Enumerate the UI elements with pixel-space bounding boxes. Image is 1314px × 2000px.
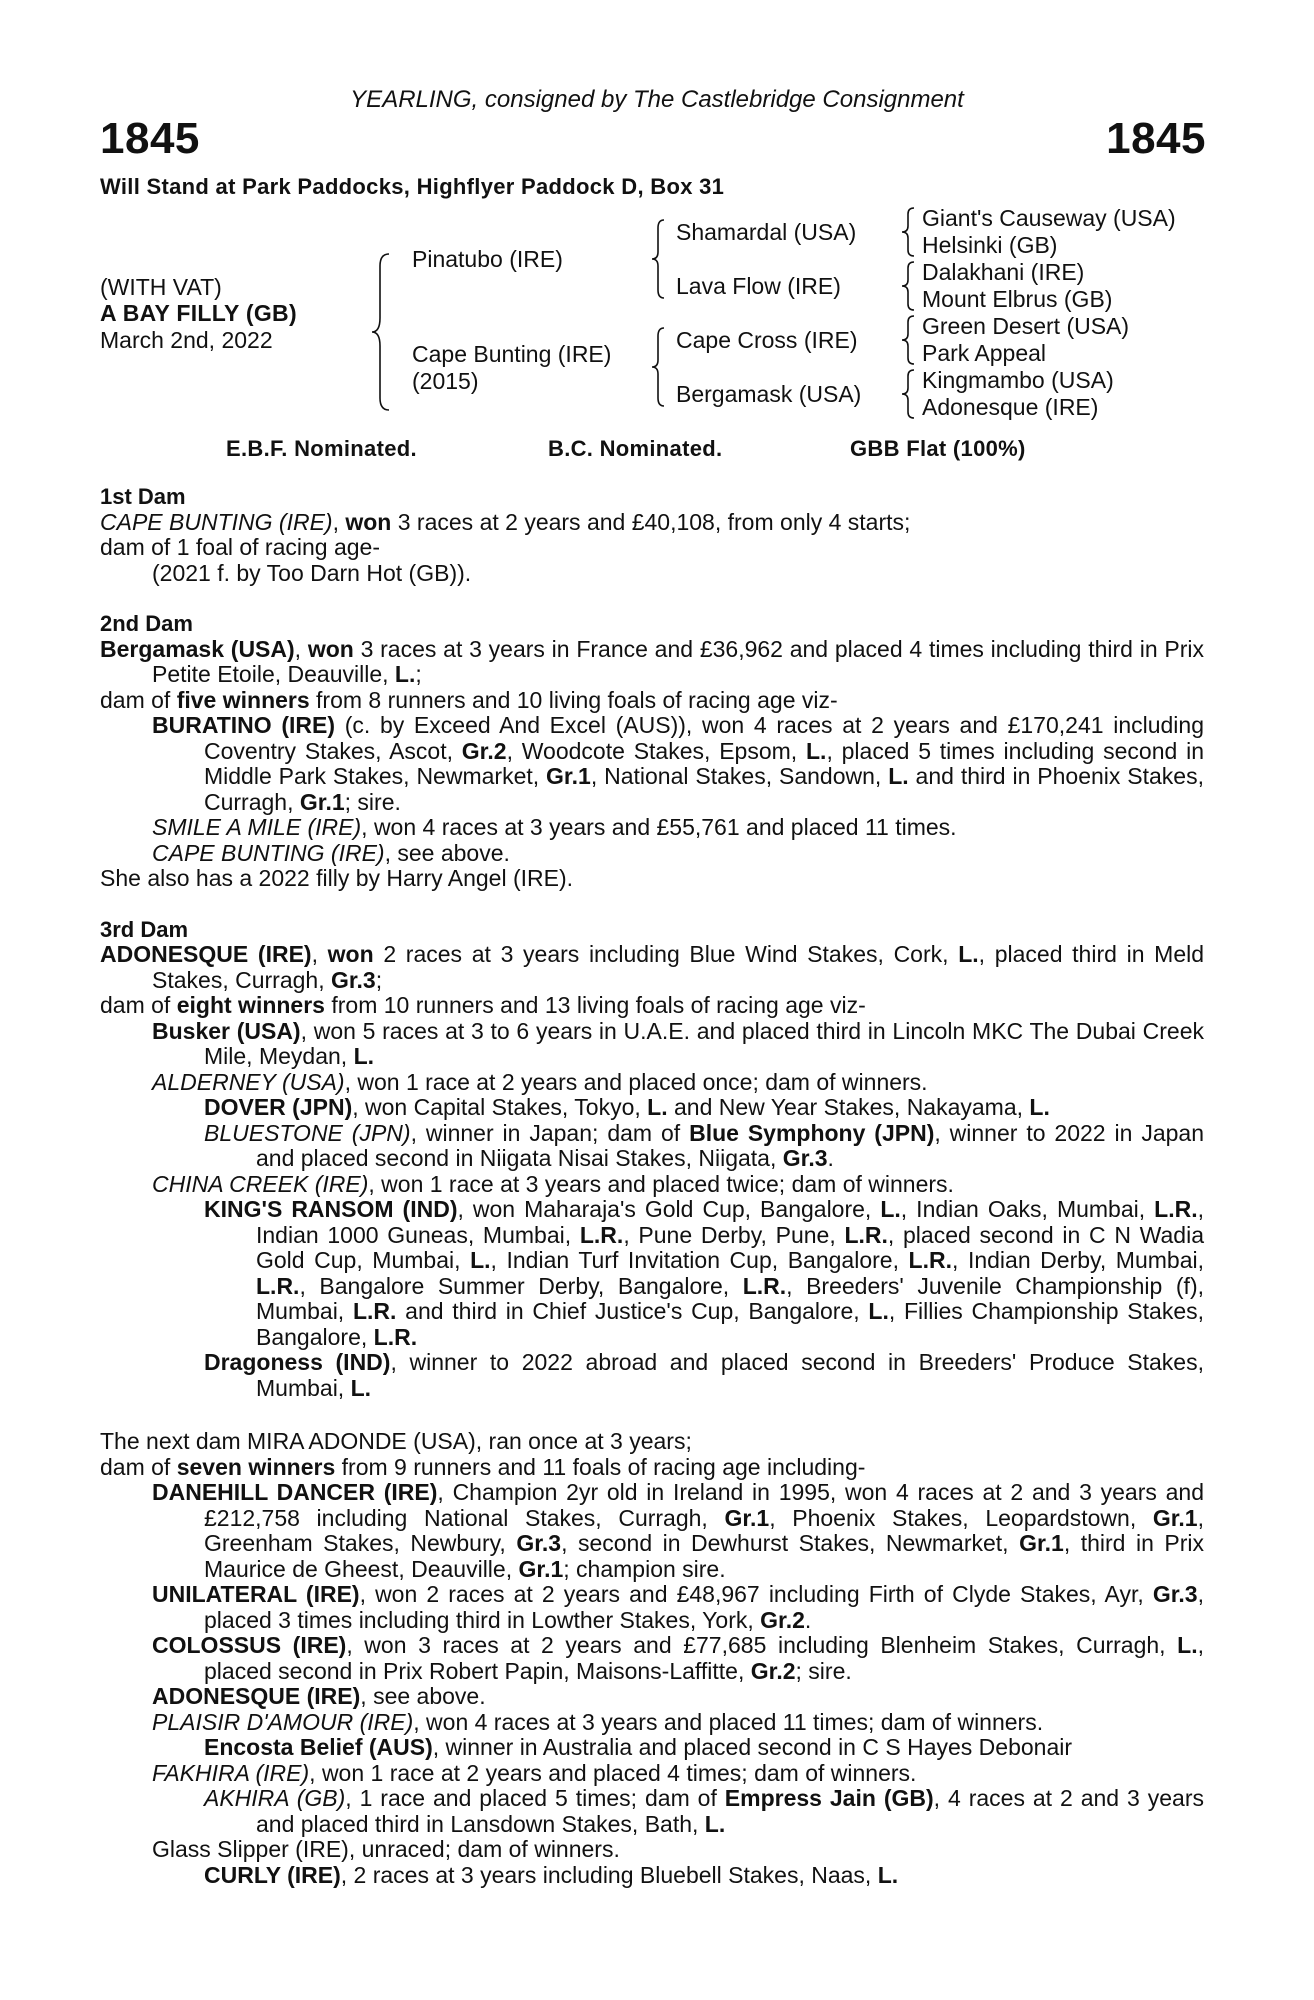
produce-akhira: AKHIRA (GB), 1 race and placed 5 times; dam of Empress Jain (GB), 4 races at 2 and 3 years and placed third in Lansdown Stakes, Bath, L.: [204, 1785, 1204, 1837]
second-dam-record: Bergamask (USA), won 3 races at 3 years in France and £36,962 and placed 4 times including third in Prix Petite Etoile, Deauville, L.;: [100, 635, 1205, 687]
produce-cape-bunting: CAPE BUNTING (IRE), see above.: [152, 839, 510, 866]
brace-ss: [900, 206, 916, 258]
stand-location: Will Stand at Park Paddocks, Highflyer Paddock D, Box 31: [100, 174, 725, 199]
produce-unilateral: UNILATERAL (IRE), won 2 races at 2 years and £48,967 including Firth of Clyde Stakes, Ayr, Gr.3, placed 3 times including third in Lowther Stakes, York, Gr.2.: [152, 1581, 1204, 1633]
brace-dd: [900, 368, 916, 420]
produce-colossus: COLOSSUS (IRE), won 3 races at 2 years and £77,685 including Blenheim Stakes, Curragh, L., placed second in Prix Robert Papin, Maisons-Laffitte, Gr.2; sire.: [152, 1632, 1205, 1684]
first-dam-produce-summary: dam of 1 foal of racing age-: [100, 534, 380, 560]
foaling-date: March 2nd, 2022: [100, 327, 273, 353]
brace-dam: [650, 326, 666, 408]
third-dam-record: ADONESQUE (IRE), won 2 races at 3 years including Blue Wind Stakes, Cork, L., placed third in Meld Stakes, Curragh, Gr.3;: [100, 941, 1205, 993]
produce-glass-slipper: Glass Slipper (IRE), unraced; dam of winners.: [152, 1836, 620, 1862]
dam: Cape Bunting (IRE): [412, 341, 612, 367]
produce-fakhira: FAKHIRA (IRE), won 1 race at 2 years and placed 4 times; dam of winners.: [152, 1759, 917, 1786]
produce-curly: CURLY (IRE), 2 races at 3 years including Bluebell Stakes, Naas, L.: [204, 1861, 899, 1888]
sire: Pinatubo (IRE): [412, 246, 563, 272]
sire-sire: Shamardal (USA): [676, 219, 857, 245]
catalogue-body: [100, 484, 1204, 1888]
ebf-nomination: E.B.F. Nominated.: [226, 436, 417, 461]
lot-number-left: 1845: [100, 114, 200, 163]
gbb-flat: GBB Flat (100%): [850, 436, 1026, 461]
dam-year: (2015): [412, 368, 479, 394]
produce-danehill-dancer: DANEHILL DANCER (IRE), Champion 2yr old in Ireland in 1995, won 4 races at 2 and 3 years and £212,758 including National Stakes, Curragh, Gr.1, Phoenix Stakes, Leopardstown, Gr.1, Greenham Stakes, Newbury, Gr.3, second in Dewhurst Stakes, Newmarket, Gr.1, third in Prix Maurice de Gheest, Deauville, Gr.1; champion sire.: [152, 1479, 1205, 1582]
sire-sire-dam: Helsinki (GB): [922, 232, 1058, 258]
vat-label: (WITH VAT): [100, 274, 222, 300]
produce-buratino: BURATINO (IRE) (c. by Exceed And Excel (AUS)), won 4 races at 2 years and £170,241 including Coventry Stakes, Ascot, Gr.2, Woodcote Stakes, Epsom, L., placed 5 times including second in Middle Park Stakes, Newmarket, Gr.1, National Stakes, Sandown, L. and third in Phoenix Stakes, Curragh, Gr.1; sire.: [152, 712, 1205, 815]
produce-adonesque: ADONESQUE (IRE), see above.: [152, 1683, 486, 1709]
dam-sire: Cape Cross (IRE): [676, 327, 858, 353]
brace-subject: [370, 252, 392, 412]
produce-busker: Busker (USA), won 5 races at 3 to 6 years in U.A.E. and placed third in Lincoln MKC The Dubai Creek Mile, Meydan, L.: [152, 1017, 1204, 1069]
produce-encosta-belief: Encosta Belief (AUS), winner in Australia and placed second in C S Hayes Debonair: [204, 1734, 1073, 1760]
brace-ds: [900, 314, 916, 366]
consignment-line: YEARLING, consigned by The Castlebridge Consignment: [350, 86, 964, 113]
sire-dam-dam: Mount Elbrus (GB): [922, 286, 1113, 312]
first-dam-line: CAPE BUNTING (IRE), won 3 races at 2 years and £40,108, from only 4 starts;: [100, 508, 911, 535]
brace-sire: [650, 218, 666, 300]
subject-name: A BAY FILLY (GB): [100, 300, 297, 326]
dam-name: CAPE BUNTING (IRE): [100, 508, 333, 535]
sire-dam: Lava Flow (IRE): [676, 273, 841, 299]
produce-kings-ransom: KING'S RANSOM (IND), won Maharaja's Gold Cup, Bangalore, L., Indian Oaks, Mumbai, L.R., Indian 1000 Guneas, Mumbai, L.R., Pune Derby, Pune, L.R., placed second in C N Wadia Gold Cup, Mumbai, L., Indian Turf Invitation Cup, Bangalore, L.R., Indian Derby, Mumbai, L.R., Bangalore Summer Derby, Bangalore, L.R., Breeders' Juvenile Championship (f), Mumbai, L.R. and third in Chief Justice's Cup, Bangalore, L., Fillies Championship Stakes, Bangalore, L.R.: [204, 1196, 1205, 1350]
produce-plaisir-damour: PLAISIR D'AMOUR (IRE), won 4 races at 3 years and placed 11 times; dam of winners.: [152, 1708, 1044, 1735]
third-dam-produce-summary: dam of eight winners from 10 runners and 13 living foals of racing age viz-: [100, 992, 866, 1018]
produce-bluestone: BLUESTONE (JPN), winner in Japan; dam of Blue Symphony (JPN), winner to 2022 in Japan and placed second in Niigata Nisai Stakes, Niigata, Gr.3.: [204, 1119, 1204, 1171]
next-dam-produce-summary: dam of seven winners from 9 runners and 11 foals of racing age including-: [100, 1453, 866, 1480]
produce-smile-a-mile: SMILE A MILE (IRE), won 4 races at 3 years and £55,761 and placed 11 times.: [152, 814, 957, 840]
produce-china-creek: CHINA CREEK (IRE), won 1 race at 3 years and placed twice; dam of winners.: [152, 1170, 954, 1197]
produce-dragoness: Dragoness (IND), winner to 2022 abroad and placed second in Breeders' Produce Stakes, Mumbai, L.: [204, 1349, 1204, 1401]
next-dam-line: The next dam MIRA ADONDE (USA), ran once at 3 years;: [100, 1428, 692, 1454]
dam-dam-sire: Kingmambo (USA): [922, 367, 1114, 393]
brace-sd: [900, 260, 916, 312]
dam-sire-sire: Green Desert (USA): [922, 313, 1130, 339]
first-dam-heading: 1st Dam: [100, 484, 186, 509]
second-dam-also: She also has a 2022 filly by Harry Angel (IRE).: [100, 865, 574, 891]
sire-sire-sire: Giant's Causeway (USA): [922, 205, 1176, 231]
bc-nomination: B.C. Nominated.: [548, 436, 723, 461]
dam-sire-dam: Park Appeal: [922, 340, 1047, 366]
sire-dam-sire: Dalakhani (IRE): [922, 259, 1085, 285]
dam-dam: Bergamask (USA): [676, 381, 862, 407]
third-dam-heading: 3rd Dam: [100, 916, 189, 942]
produce-dover: DOVER (JPN), won Capital Stakes, Tokyo, L. and New Year Stakes, Nakayama, L.: [204, 1094, 1050, 1120]
first-dam-produce: (2021 f. by Too Darn Hot (GB)).: [152, 559, 472, 586]
produce-alderney: ALDERNEY (USA), won 1 race at 2 years and placed once; dam of winners.: [152, 1068, 928, 1095]
lot-number-right: 1845: [1106, 114, 1206, 163]
second-dam-produce-summary: dam of five winners from 8 runners and 10 living foals of racing age viz-: [100, 686, 838, 713]
second-dam-heading: 2nd Dam: [100, 611, 193, 636]
dam-dam-dam: Adonesque (IRE): [922, 394, 1099, 420]
